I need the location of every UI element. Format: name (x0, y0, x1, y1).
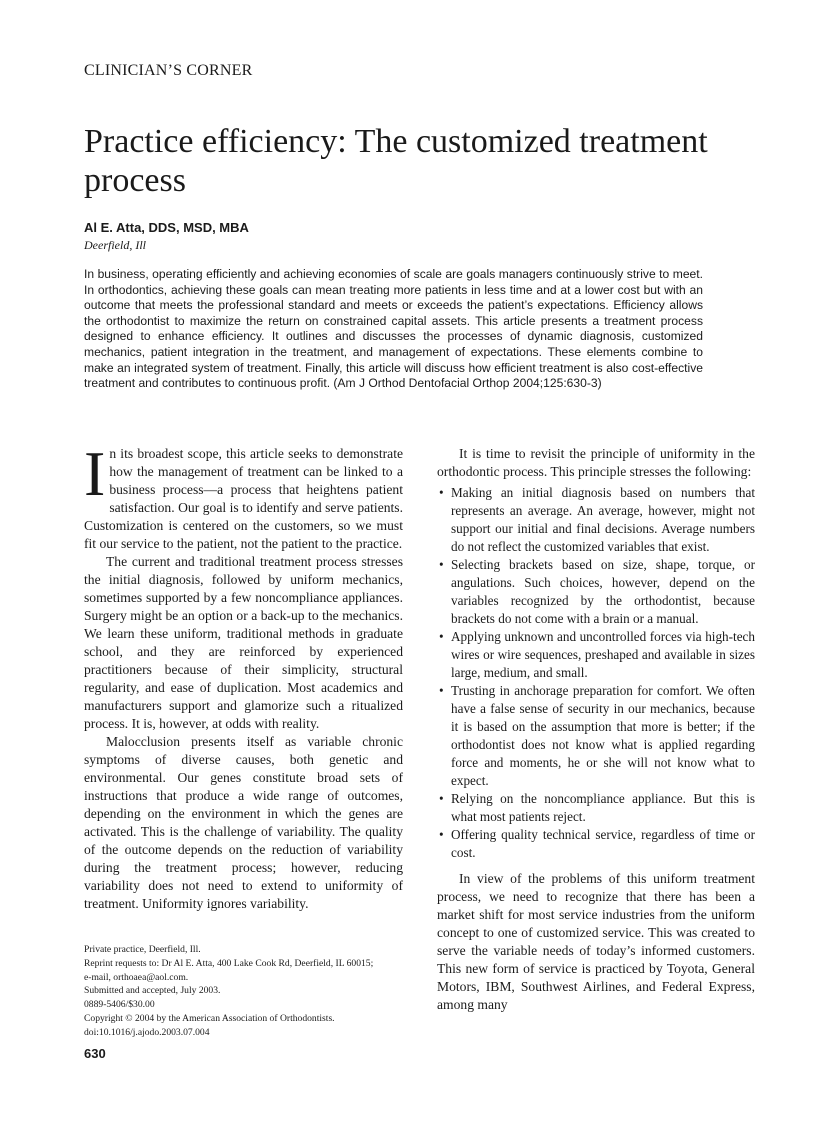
paragraph-market-shift: In view of the problems of this uniform treatment process, we need to recognize that there has been a market shift for most service industries from the uniform concept to one of customized service. This was created to serve the variable needs of today’s informed customers. This new form of service is practiced by Toyota, General Motors, IBM, Southwest Airlines, and Federal Express, among many (437, 871, 755, 1012)
list-item: • Selecting brackets based on size, shape, torque, or angulations. Such choices, however, depend on the variables recognized by the orthodontist, because brackets do not come with a brain or a manual. (437, 556, 755, 628)
section-label: CLINICIAN’S CORNER (84, 62, 253, 79)
page-number: 630 (84, 1046, 106, 1061)
paragraph-current-process: The current and traditional treatment process stresses the initial diagnosis, followed by uniform mechanics, sometimes supported by a few noncompliance appliances. Surgery might be an option or a back-up to the mechanics. We learn these uniform, traditional methods in graduate school, and they are reinforced by experienced practitioners because of their simplicity, structural regularity, and ease of duplication. Most academics and manufacturers support and glamorize such a ritualized process. It is, however, at odds with reality. (84, 554, 403, 731)
list-item: • Trusting in anchorage preparation for comfort. We often have a false sense of security in our mechanics, because it is based on the assumption that more is better; if the orthodontist does not know what is applied regarding force and moments, he or she will not know what to expect. (437, 682, 755, 790)
list-item: • Making an initial diagnosis based on numbers that represents an average. An average, however, might not support our initial and final decisions. Average numbers do not reflect the customized variables that exist. (437, 484, 755, 556)
footnote-practice: Private practice, Deerfield, Ill. (84, 944, 201, 955)
list-item: • Relying on the noncompliance appliance. But this is what most patients reject. (437, 790, 755, 826)
right-column (437, 445, 755, 1014)
author-affiliation: Deerfield, Ill (84, 238, 146, 252)
footnote-reprint: Reprint requests to: Dr Al E. Atta, 400 Lake Cook Rd, Deerfield, IL 60015; (84, 957, 374, 969)
paragraph-intro (84, 438, 403, 553)
paragraph-malocclusion: Malocclusion presents itself as variable chronic symptoms of diverse causes, both genetic and environmental. Our genes constitute broad sets of instructions that produce a wide range of outcomes, depending on the environment in which the genes are activated. This is the challenge of variability. The quality of the outcome depends on the reduction of variability during the treatment process; however, reducing variability does not need to extend to uniformity of treatment. Uniformity ignores variability. (84, 734, 403, 911)
paragraph-intro-text: n its broadest scope, this article seeks to demonstrate how the management of treatment can be linked to a business process—a process that heightens patient satisfaction. Our goal is to identify and serve patients. Customization is centered on the customers, so we must fit our service to the patient, not the patient to the practice. (84, 446, 403, 551)
footnote-doi: doi:10.1016/j.ajodo.2003.07.004 (84, 1026, 210, 1038)
footnotes (84, 943, 414, 1040)
author-name: Al E. Atta, DDS, MSD, MBA (84, 220, 249, 235)
footnote-copyright: Copyright © 2004 by the American Association of Orthodontists. (84, 1012, 335, 1024)
abstract: In business, operating efficiently and achieving economies of scale are goals managers continuously strive to meet. In orthodontics, achieving these goals can mean treating more patients in less time and at a lower cost but with an outcome that meets the professional standard and meets or exceeds the patient’s expectations. Efficiency allows the orthodontist to maximize the return on constrained capital assets. This article presents a treatment process designed to enhance efficiency. It outlines and discusses the processes of dynamic diagnosis, customized mechanics, patient integration in the treatment, and management of expectations. These elements combine to make an integrated system of treatment. Finally, this article will discuss how efficient treatment is also cost-effective treatment and contributes to continuous profit. (Am J Orthod Dentofacial Orthop 2004;125:630-3) (84, 267, 703, 391)
left-column (84, 438, 403, 913)
uniformity-list (437, 484, 755, 862)
list-item: • Offering quality technical service, regardless of time or cost. (437, 826, 755, 862)
footnote-email: e-mail, orthoaea@aol.com. (84, 971, 189, 983)
footnote-submitted: Submitted and accepted, July 2003. (84, 985, 221, 997)
drop-cap: I (84, 438, 106, 509)
article-title: Practice efficiency: The customized treatment process (84, 123, 708, 199)
paragraph-uniformity: It is time to revisit the principle of uniformity in the orthodontic process. This principle stresses the following: (437, 446, 755, 479)
list-item: • Applying unknown and uncontrolled forces via high-tech wires or wire sequences, preshaped and available in sizes large, medium, and small. (437, 628, 755, 682)
footnote-issn: 0889-5406/$30.00 (84, 999, 155, 1011)
